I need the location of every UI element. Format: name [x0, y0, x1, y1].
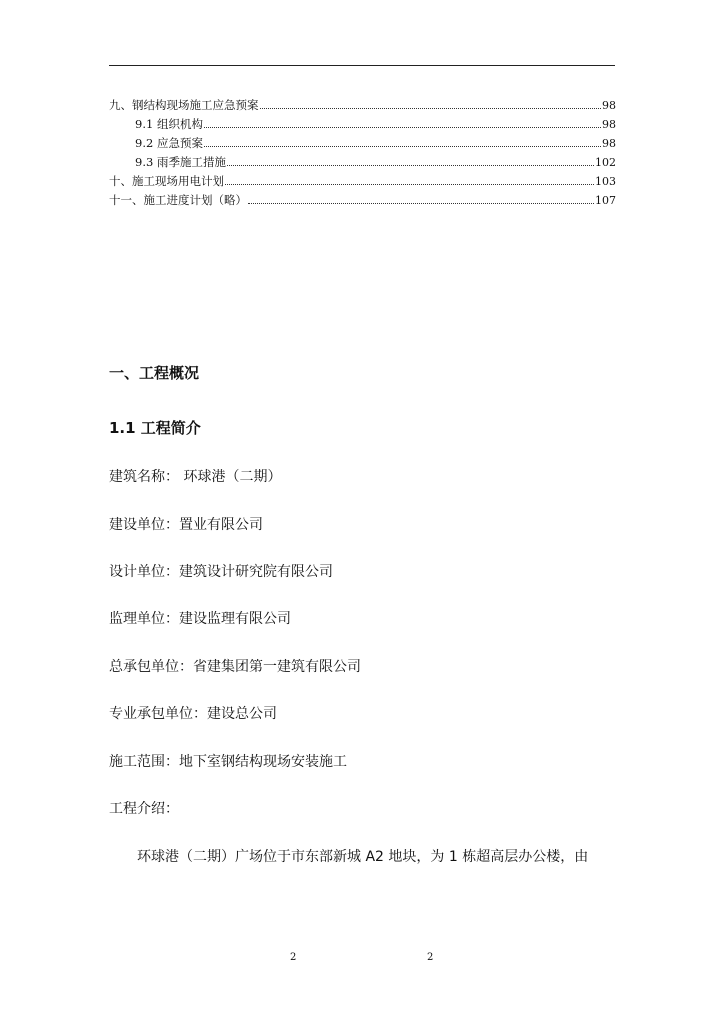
toc-leader-dots	[248, 202, 594, 204]
general-contractor: 总承包单位：省建集团第一建筑有限公司	[109, 659, 361, 675]
toc-entry-page: 107	[595, 194, 616, 207]
footer-page-number: 2	[290, 952, 297, 963]
toc-entry-page: 103	[595, 175, 616, 188]
footer-page-number: 2	[427, 952, 434, 963]
toc-entry[interactable]	[109, 115, 616, 134]
toc-entry-text: 应急预案	[156, 136, 203, 150]
toc-entry[interactable]	[109, 153, 616, 172]
toc-entry[interactable]	[109, 172, 616, 191]
building-name: 建筑名称： 环球港（二期）	[109, 469, 282, 485]
subsection-heading: 1.1 工程简介	[109, 419, 201, 437]
toc-entry[interactable]	[109, 134, 616, 153]
toc-leader-dots	[204, 145, 601, 147]
toc-entry-label	[135, 134, 203, 153]
toc-entry-page: 98	[602, 137, 616, 150]
project-intro-label: 工程介绍：	[109, 801, 179, 817]
toc-entry-number: 9.3	[135, 155, 154, 169]
toc-leader-dots	[225, 183, 594, 185]
toc-entry-text: 雨季施工措施	[156, 155, 226, 169]
client-unit: 建设单位：置业有限公司	[109, 517, 263, 533]
toc-entry-label: 十一、施工进度计划（略）	[109, 193, 247, 207]
toc-entry-label	[135, 115, 203, 134]
supervision-unit: 监理单位：建设监理有限公司	[109, 611, 291, 627]
section-heading: 一、工程概况	[109, 364, 200, 382]
toc-entry-number: 9.1	[135, 117, 154, 131]
toc-entry-page: 98	[602, 99, 616, 112]
toc-entry-page: 98	[602, 118, 616, 131]
design-unit: 设计单位：建筑设计研究院有限公司	[109, 564, 333, 580]
specialty-contractor: 专业承包单位：建设总公司	[109, 706, 277, 722]
toc-entry[interactable]	[109, 191, 616, 210]
toc-entry-number: 9.2	[135, 136, 154, 150]
toc-entry-label: 十、施工现场用电计划	[109, 174, 224, 188]
toc-leader-dots	[204, 126, 601, 128]
toc-leader-dots	[260, 107, 602, 109]
toc-entry-label	[135, 153, 226, 172]
toc-entry-text: 组织机构	[156, 117, 203, 131]
toc-leader-dots	[227, 164, 594, 166]
header-rule	[109, 65, 615, 66]
construction-scope: 施工范围：地下室钢结构现场安装施工	[109, 754, 347, 770]
toc-entry-page: 102	[595, 156, 616, 169]
project-intro-text: 环球港（二期）广场位于市东部新城 A2 地块，为 1 栋超高层办公楼，由	[137, 849, 589, 865]
toc-entry[interactable]	[109, 96, 616, 115]
toc-entry-label: 九、钢结构现场施工应急预案	[109, 98, 259, 112]
table-of-contents	[109, 96, 616, 210]
